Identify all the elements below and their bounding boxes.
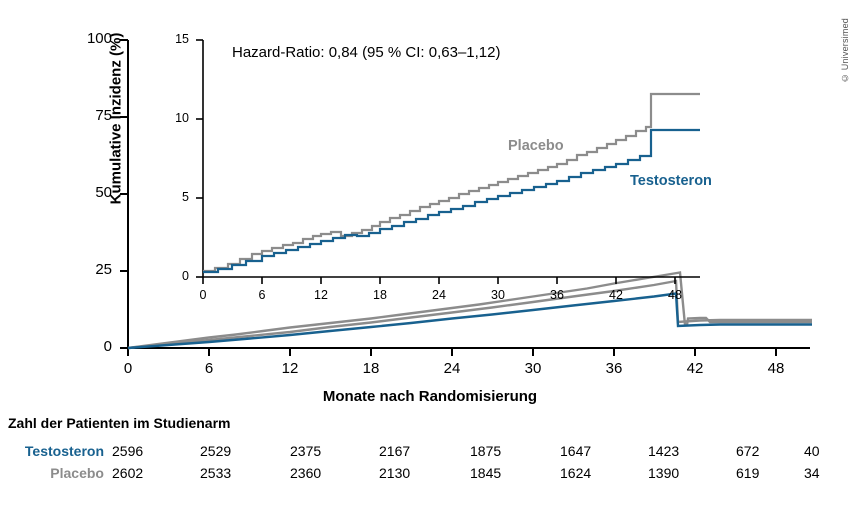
inset-xtick-18: 18 [373,288,387,302]
main-xtick-6: 6 [204,360,214,377]
risk-row-label-placebo: Placebo [50,465,104,481]
risk-cell: 34 [804,465,820,481]
risk-table [8,440,848,484]
risk-table-title: Zahl der Patienten im Studienarm [8,415,231,431]
inset-ytick-15: 15 [175,32,189,46]
main-xtick-36: 36 [605,360,623,377]
risk-cell: 1423 [648,443,680,459]
risk-cell: 1845 [470,465,502,481]
main-xtick-24: 24 [443,360,461,377]
main-xtick-48: 48 [767,360,785,377]
copyright-notice: © Universimed [840,18,850,84]
main-ytick-0: 0 [103,338,112,355]
risk-cell: 1624 [560,465,592,481]
inset-ytick-0: 0 [182,269,189,283]
inset-xtick-36: 36 [550,288,564,302]
main-xtick-18: 18 [362,360,380,377]
main-xtick-12: 12 [281,360,299,377]
main-xtick-30: 30 [524,360,542,377]
risk-cell: 2375 [290,443,322,459]
main-y-axis-label: Kumulative Inzidenz (%) [107,32,125,205]
main-xtick-0: 0 [123,360,133,377]
risk-cell: 619 [736,465,760,481]
main-ytick-50: 50 [95,184,112,201]
inset-xtick-48: 48 [668,288,682,302]
table-row [8,440,848,462]
inset-xtick-12: 12 [314,288,328,302]
table-row [8,462,848,484]
inset-xtick-42: 42 [609,288,623,302]
risk-cell: 1390 [648,465,680,481]
main-x-axis-label: Monate nach Randomisierung [322,388,538,405]
inset-xtick-30: 30 [491,288,505,302]
main-ytick-25: 25 [95,261,112,278]
risk-cell: 2529 [200,443,232,459]
risk-cell: 2360 [290,465,322,481]
inset-xtick-6: 6 [258,288,266,302]
inset-curve-testosteron [203,130,700,272]
risk-row-label-testosteron: Testosteron [24,443,104,459]
main-xtick-42: 42 [686,360,704,377]
inset-xtick-24: 24 [432,288,446,302]
risk-cell: 2533 [200,465,232,481]
risk-cell: 2130 [379,465,411,481]
inset-ytick-10: 10 [175,111,189,125]
series-label-testosteron: Testosteron [630,173,712,189]
risk-cell: 672 [736,443,760,459]
main-ytick-100: 100 [86,30,112,47]
risk-cell: 2167 [379,443,411,459]
inset-ytick-5: 5 [182,190,189,204]
inset-curve-placebo [203,94,700,271]
main-ytick-75: 75 [95,107,112,124]
risk-cell: 1875 [470,443,502,459]
inset-xtick-0: 0 [199,288,207,302]
risk-cell: 2596 [112,443,144,459]
risk-cell: 40 [804,443,820,459]
hazard-ratio-annotation: Hazard-Ratio: 0,84 (95 % CI: 0,63–1,12) [232,44,501,61]
risk-cell: 2602 [112,465,144,481]
risk-cell: 1647 [560,443,592,459]
series-label-placebo: Placebo [508,138,564,154]
